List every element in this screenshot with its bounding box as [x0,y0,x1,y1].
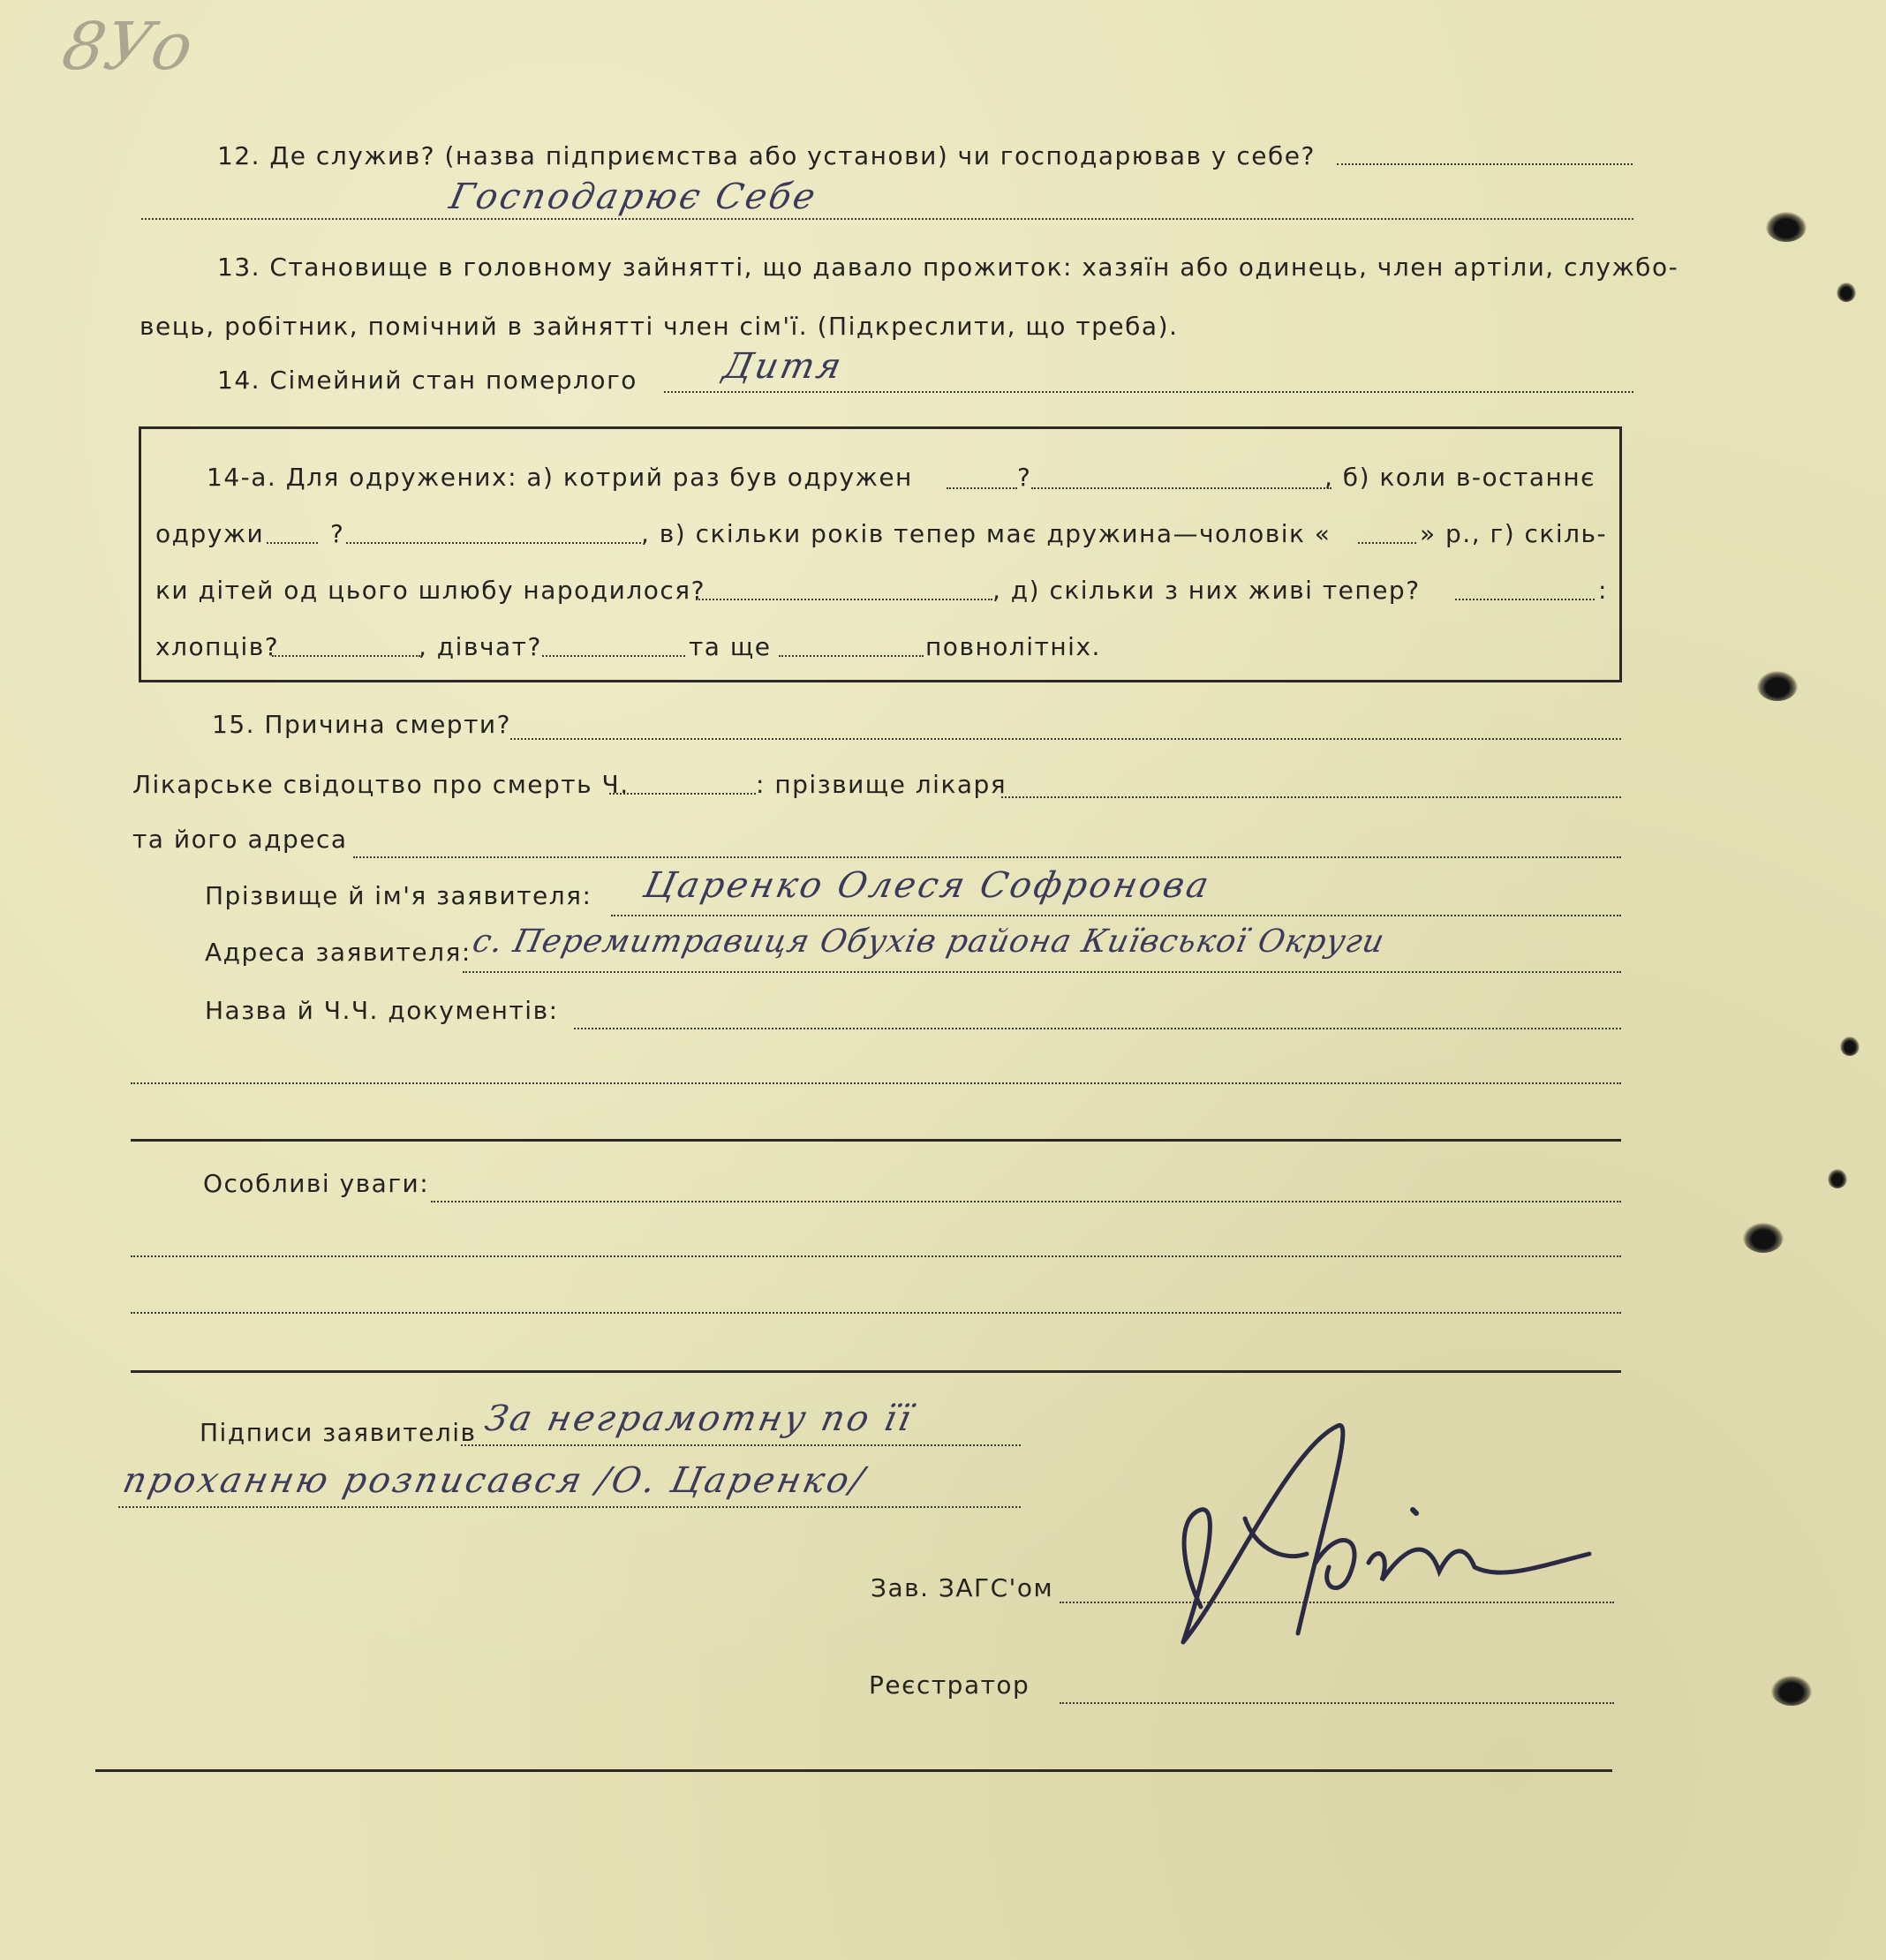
q14-answer-line [664,391,1633,393]
q14a-when-married-line-2 [346,542,641,544]
applicant-name-label: Прізвище й ім'я заявителя: [205,881,592,910]
q14a-line2-c: » р., г) скіль- [1420,519,1608,548]
q14a-line1-b: , б) коли в-останнє [1324,463,1596,492]
q15-cause-line [510,738,1621,740]
q14a-line2-q: ? [330,519,345,548]
bottom-divider [95,1769,1612,1772]
applicant-address-label: Адреса заявителя: [205,938,472,967]
q14a-children-born-line [696,599,992,600]
notes-line-1 [431,1201,1621,1202]
applicant-address-line [463,971,1621,973]
pencil-note: 8Уо [57,9,199,85]
punch-hole [1766,212,1807,242]
q14a-line3-c: : [1598,576,1608,605]
q15-address: та його адреса [132,825,348,854]
notes-line-3 [131,1312,1621,1314]
q14a-line2-b: , в) скільки років тепер має дружина—чоловік « [641,519,1332,548]
q13-line2: вець, робітник, помічний в зайнятті член сім'ї. (Підкреслити, що треба). [140,312,1179,341]
q14a-line4-d: повнолітніх. [925,632,1101,661]
q14a-times-married-line [947,487,1017,489]
signatures-line-2 [118,1506,1021,1508]
registrar-line [1060,1702,1614,1704]
signatures-value-1: За неграмотну по її [481,1398,917,1439]
q14a-line4-a: хлопців? [155,632,280,661]
q12-answer: Господарює Себе [446,177,822,217]
documents-line [574,1028,1621,1029]
punch-hole [1757,671,1798,701]
q14a-children-alive-line [1455,599,1595,600]
notes-label: Особливі уваги: [203,1169,430,1198]
q14a-girls-line [542,655,685,657]
q13-line1: 13. Становище в головному зайнятті, що давало прожиток: хазяїн або одинець, член артіли, службо- [217,253,1679,282]
punch-hole [1743,1223,1784,1253]
section-divider-1 [131,1139,1621,1142]
q14a-line4-c: та ще [689,632,772,661]
q15-address-line [353,856,1621,858]
zags-head-label: Зав. ЗАГС'ом [871,1573,1054,1602]
notes-line-2 [131,1255,1621,1257]
q14a-boys-line [272,655,420,657]
punch-hole [1837,283,1856,302]
q14-label: 14. Сімейний стан померлого [217,366,637,395]
q14a-line1-q: ? [1017,463,1032,492]
applicant-name-value: Царенко Олеся Софронова [640,865,1215,906]
q14-answer: Дитя [720,346,848,387]
registrar-label: Реєстратор [869,1670,1030,1700]
signatures-value-2: проханню розписався /О. Царенко/ [119,1460,871,1501]
zags-head-signature [1148,1413,1607,1669]
q15-cert-a: Лікарське свідоцтво про смерть Ч. [132,770,630,799]
q15-label: 15. Причина смерти? [212,710,511,739]
q14a-times-married-line-2 [1031,487,1332,489]
q14a-when-married-line [267,542,318,544]
q14a-line4-b: , дівчат? [419,632,542,661]
documents-label: Назва й Ч.Ч. документів: [205,996,559,1025]
q14a-line2-a: одружи [155,519,265,548]
signatures-label: Підписи заявителів [200,1418,477,1447]
q14a-line3-b: , д) скільки з них живі тепер? [992,576,1421,605]
q14a-line3-a: ки дітей од цього шлюбу народилося? [155,576,705,605]
q15-doctor-line [1001,796,1621,798]
section-divider-2 [131,1370,1621,1373]
punch-hole [1840,1037,1860,1056]
punch-hole [1771,1676,1812,1706]
applicant-address-value: с. Перемитравиця Обухів района Київської Округи [469,923,1388,960]
q12-label: 12. Де служив? (назва підприємства або установи) чи господарював у себе? [217,141,1316,170]
q14a-spouse-age-line [1358,542,1416,544]
q14a-adults-line [779,655,924,657]
q12-fill-line [1337,163,1633,165]
q15-cert-number-line [609,793,756,795]
documents-line-2 [131,1082,1621,1084]
q15-cert-b: : прізвище лікаря [756,770,1007,799]
punch-hole [1828,1169,1847,1188]
q12-answer-line [141,218,1633,220]
q14a-line1-a: 14-а. Для одружених: а) котрий раз був одружен [207,463,913,492]
signatures-line-1 [461,1444,1021,1446]
applicant-name-line [611,915,1621,916]
